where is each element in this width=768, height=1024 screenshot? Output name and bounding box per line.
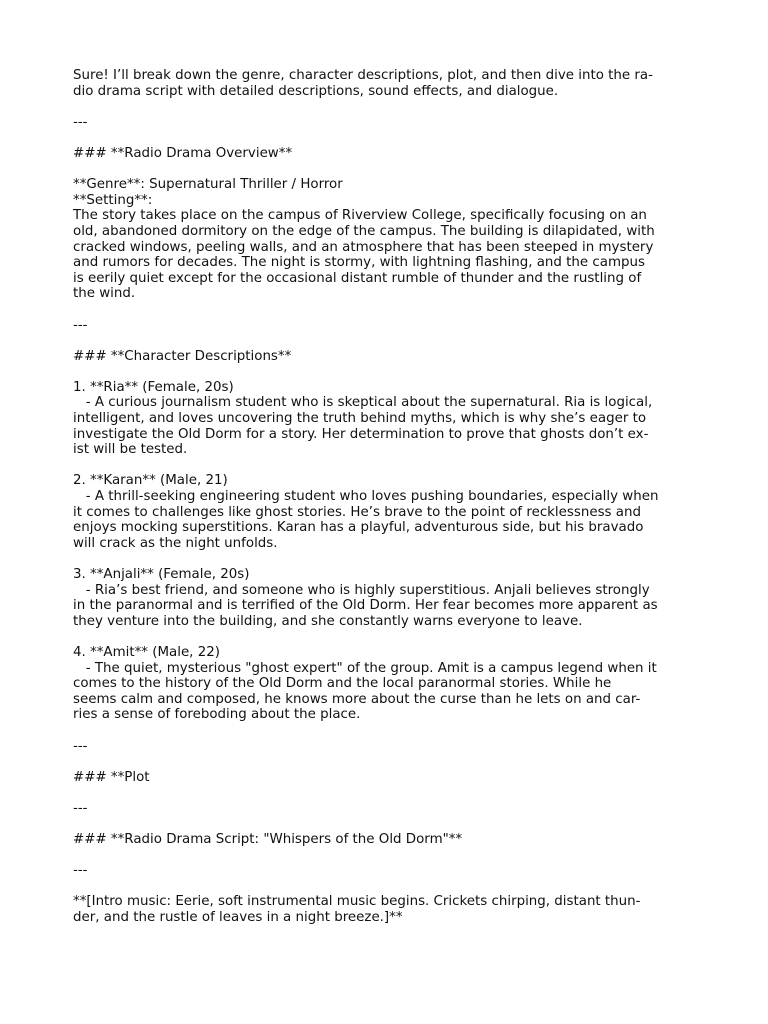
intro-music-cue: **[Intro music: Eerie, soft instrumental music begins. Crickets chirping, distant thun-	[73, 894, 641, 910]
intro-music-cue: der, and the rustle of leaves in a night breeze.]**	[73, 910, 403, 926]
blank-line	[73, 162, 698, 178]
blank-line	[73, 130, 698, 146]
blank-line	[73, 754, 698, 770]
separator: ---	[73, 863, 88, 879]
character-amit-text: ries a sense of foreboding about the place.	[73, 707, 361, 723]
character-ria-text: intelligent, and loves uncovering the truth behind myths, which is why she’s eager to	[73, 411, 647, 427]
character-karan-text: - A thrill-seeking engineering student who loves pushing boundaries, especially when	[73, 489, 659, 505]
blank-line	[73, 879, 698, 895]
section-heading-script: ### **Radio Drama Script: "Whispers of the Old Dorm"**	[73, 832, 463, 848]
intro-line: dio drama script with detailed descriptions, sound effects, and dialogue.	[73, 83, 559, 99]
character-ria-text: investigate the Old Dorm for a story. Her determination to prove that ghosts don’t ex-	[73, 426, 649, 442]
blank-line	[73, 458, 698, 474]
character-karan-text: enjoys mocking superstitions. Karan has a playful, adventurous side, but his bravado	[73, 520, 644, 536]
section-heading-overview: ### **Radio Drama Overview**	[73, 145, 293, 161]
character-karan-text: it comes to challenges like ghost stories. He’s brave to the point of recklessness and	[73, 504, 641, 520]
blank-line	[73, 551, 698, 567]
separator: ---	[73, 114, 88, 130]
setting-text: cracked windows, peeling walls, and an atmosphere that has been steeped in mystery	[73, 239, 654, 255]
character-ria-text: ist will be tested.	[73, 442, 188, 458]
section-heading-characters: ### **Character Descriptions**	[73, 348, 292, 364]
setting-text: the wind.	[73, 286, 136, 302]
setting-text: old, abandoned dormitory on the edge of the campus. The building is dilapidated, with	[73, 223, 655, 239]
separator: ---	[73, 800, 88, 816]
character-karan-text: will crack as the night unfolds.	[73, 535, 278, 551]
blank-line	[73, 364, 698, 380]
blank-line	[73, 723, 698, 739]
setting-text: The story takes place on the campus of Riverview College, specifically focusing on an	[73, 208, 647, 224]
setting-text: and rumors for decades. The night is stormy, with lightning flashing, and the campus	[73, 255, 645, 271]
blank-line	[73, 302, 698, 318]
character-amit-text: seems calm and composed, he knows more about the curse than he lets on and car-	[73, 691, 641, 707]
character-anjali-heading: 3. **Anjali** (Female, 20s)	[73, 567, 250, 582]
blank-line	[73, 99, 698, 115]
character-anjali-text: they venture into the building, and she constantly warns everyone to leave.	[73, 613, 583, 629]
character-ria-text: - A curious journalism student who is skeptical about the supernatural. Ria is logical,	[73, 395, 653, 411]
intro-line: Sure! I’ll break down the genre, character descriptions, plot, and then dive into the ra-	[73, 68, 653, 83]
blank-line	[73, 629, 698, 645]
character-ria-heading: 1. **Ria** (Female, 20s)	[73, 379, 234, 395]
setting-text: is eerily quiet except for the occasional distant rumble of thunder and the rustling of	[73, 270, 642, 286]
setting-label: **Setting**:	[73, 192, 153, 208]
character-amit-text: comes to the history of the Old Dorm and the local paranormal stories. While he	[73, 676, 612, 692]
character-amit-heading: 4. **Amit** (Male, 22)	[73, 644, 220, 660]
blank-line	[73, 848, 698, 864]
blank-line	[73, 785, 698, 801]
blank-line	[73, 817, 698, 833]
separator: ---	[73, 317, 88, 333]
blank-line	[73, 333, 698, 349]
separator: ---	[73, 738, 88, 754]
section-heading-plot: ### **Plot	[73, 769, 150, 785]
character-anjali-text: in the paranormal and is terrified of the Old Dorm. Her fear becomes more apparent as	[73, 598, 658, 614]
genre-line: **Genre**: Supernatural Thriller / Horror	[73, 177, 343, 193]
character-anjali-text: - Ria’s best friend, and someone who is highly superstitious. Anjali believes strongly	[73, 582, 650, 598]
character-amit-text: - The quiet, mysterious "ghost expert" of the group. Amit is a campus legend when it	[73, 660, 657, 676]
document-body	[73, 68, 698, 926]
character-karan-heading: 2. **Karan** (Male, 21)	[73, 473, 228, 489]
